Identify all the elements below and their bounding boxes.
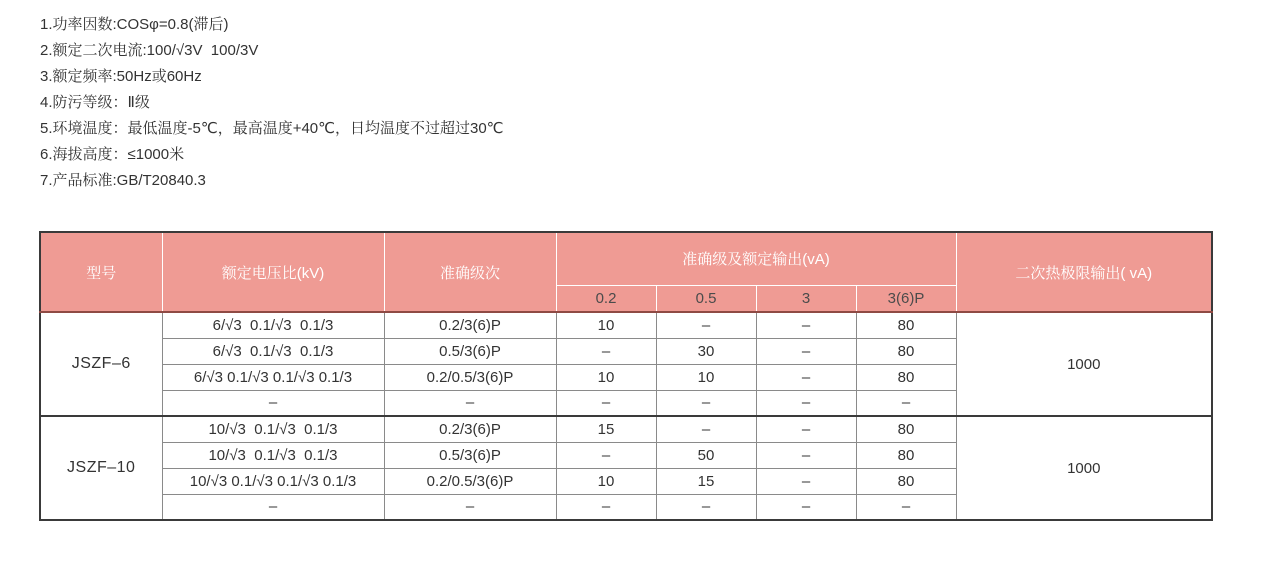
ratio-cell: 6/√3 0.1/√3 0.1/√3 0.1/3 (162, 364, 384, 390)
output-0-5-cell: – (656, 312, 756, 338)
spec-note-3: 3.额定频率:50Hz或60Hz (40, 68, 202, 85)
header-class-3: 3 (756, 285, 856, 312)
spec-note-7: 7.产品标准:GB/T20840.3 (40, 172, 206, 189)
output-0-2-cell: – (556, 442, 656, 468)
thermal-limit-cell: 1000 (956, 312, 1212, 416)
output-3-6-p-cell: 80 (856, 364, 956, 390)
ratio-cell: 6/√3 0.1/√3 0.1/3 (162, 338, 384, 364)
accuracy-class-cell: 0.2/3(6)P (384, 312, 556, 338)
output-0-2-cell: – (556, 390, 656, 416)
output-3-6-p-cell: 80 (856, 312, 956, 338)
accuracy-class-cell: – (384, 494, 556, 520)
output-0-2-cell: – (556, 338, 656, 364)
output-3-6-p-cell: 80 (856, 338, 956, 364)
spec-note-2: 2.额定二次电流:100/√3V 100/3V (40, 42, 259, 59)
model-cell-jszf-6: JSZF–6 (40, 312, 162, 416)
header-class-0-5: 0.5 (656, 285, 756, 312)
header-thermal-limit: 二次热极限输出( vA) (956, 232, 1212, 312)
spec-note-1: 1.功率因数:COSφ=0.8(滞后) (40, 16, 229, 33)
header-accuracy-class: 准确级次 (384, 232, 556, 312)
output-3-6-p-cell: 80 (856, 442, 956, 468)
output-0-2-cell: 10 (556, 364, 656, 390)
header-class-0-2: 0.2 (556, 285, 656, 312)
header-model: 型号 (40, 232, 162, 312)
header-class-3-6-p: 3(6)P (856, 285, 956, 312)
accuracy-class-cell: 0.2/0.5/3(6)P (384, 364, 556, 390)
spec-note-6: 6.海拔高度：≤1000米 (40, 146, 185, 163)
accuracy-class-cell: – (384, 390, 556, 416)
output-3-cell: – (756, 494, 856, 520)
header-accuracy-output-group: 准确级及额定输出(vA) (556, 232, 956, 285)
accuracy-class-cell: 0.5/3(6)P (384, 442, 556, 468)
table-row (40, 416, 1212, 442)
header-voltage-ratio: 额定电压比(kV) (162, 232, 384, 312)
output-0-2-cell: 10 (556, 312, 656, 338)
output-0-5-cell: – (656, 494, 756, 520)
accuracy-class-cell: 0.2/0.5/3(6)P (384, 468, 556, 494)
spec-notes (40, 12, 504, 194)
output-0-5-cell: 30 (656, 338, 756, 364)
output-3-cell: – (756, 468, 856, 494)
output-3-6-p-cell: – (856, 390, 956, 416)
output-3-cell: – (756, 312, 856, 338)
table-row (40, 312, 1212, 338)
ratio-cell: 10/√3 0.1/√3 0.1/3 (162, 416, 384, 442)
output-0-5-cell: – (656, 390, 756, 416)
output-0-5-cell: 50 (656, 442, 756, 468)
output-3-cell: – (756, 338, 856, 364)
output-3-cell: – (756, 390, 856, 416)
output-3-6-p-cell: 80 (856, 416, 956, 442)
output-0-5-cell: 15 (656, 468, 756, 494)
output-0-5-cell: 10 (656, 364, 756, 390)
ratio-cell: 10/√3 0.1/√3 0.1/√3 0.1/3 (162, 468, 384, 494)
accuracy-class-cell: 0.2/3(6)P (384, 416, 556, 442)
output-0-5-cell: – (656, 416, 756, 442)
output-3-6-p-cell: 80 (856, 468, 956, 494)
output-3-cell: – (756, 364, 856, 390)
output-0-2-cell: 15 (556, 416, 656, 442)
spec-note-5: 5.环境温度：最低温度-5℃，最高温度+40℃，日均温度不过超过30℃ (40, 120, 504, 137)
output-3-cell: – (756, 416, 856, 442)
spec-table (39, 231, 1213, 521)
output-3-6-p-cell: – (856, 494, 956, 520)
output-3-cell: – (756, 442, 856, 468)
output-0-2-cell: – (556, 494, 656, 520)
output-0-2-cell: 10 (556, 468, 656, 494)
ratio-cell: 10/√3 0.1/√3 0.1/3 (162, 442, 384, 468)
ratio-cell: 6/√3 0.1/√3 0.1/3 (162, 312, 384, 338)
table-header-row-main (40, 232, 1212, 285)
ratio-cell: – (162, 390, 384, 416)
model-cell-jszf-10: JSZF–10 (40, 416, 162, 520)
thermal-limit-cell: 1000 (956, 416, 1212, 520)
accuracy-class-cell: 0.5/3(6)P (384, 338, 556, 364)
spec-note-4: 4.防污等级：Ⅱ级 (40, 94, 150, 111)
ratio-cell: – (162, 494, 384, 520)
